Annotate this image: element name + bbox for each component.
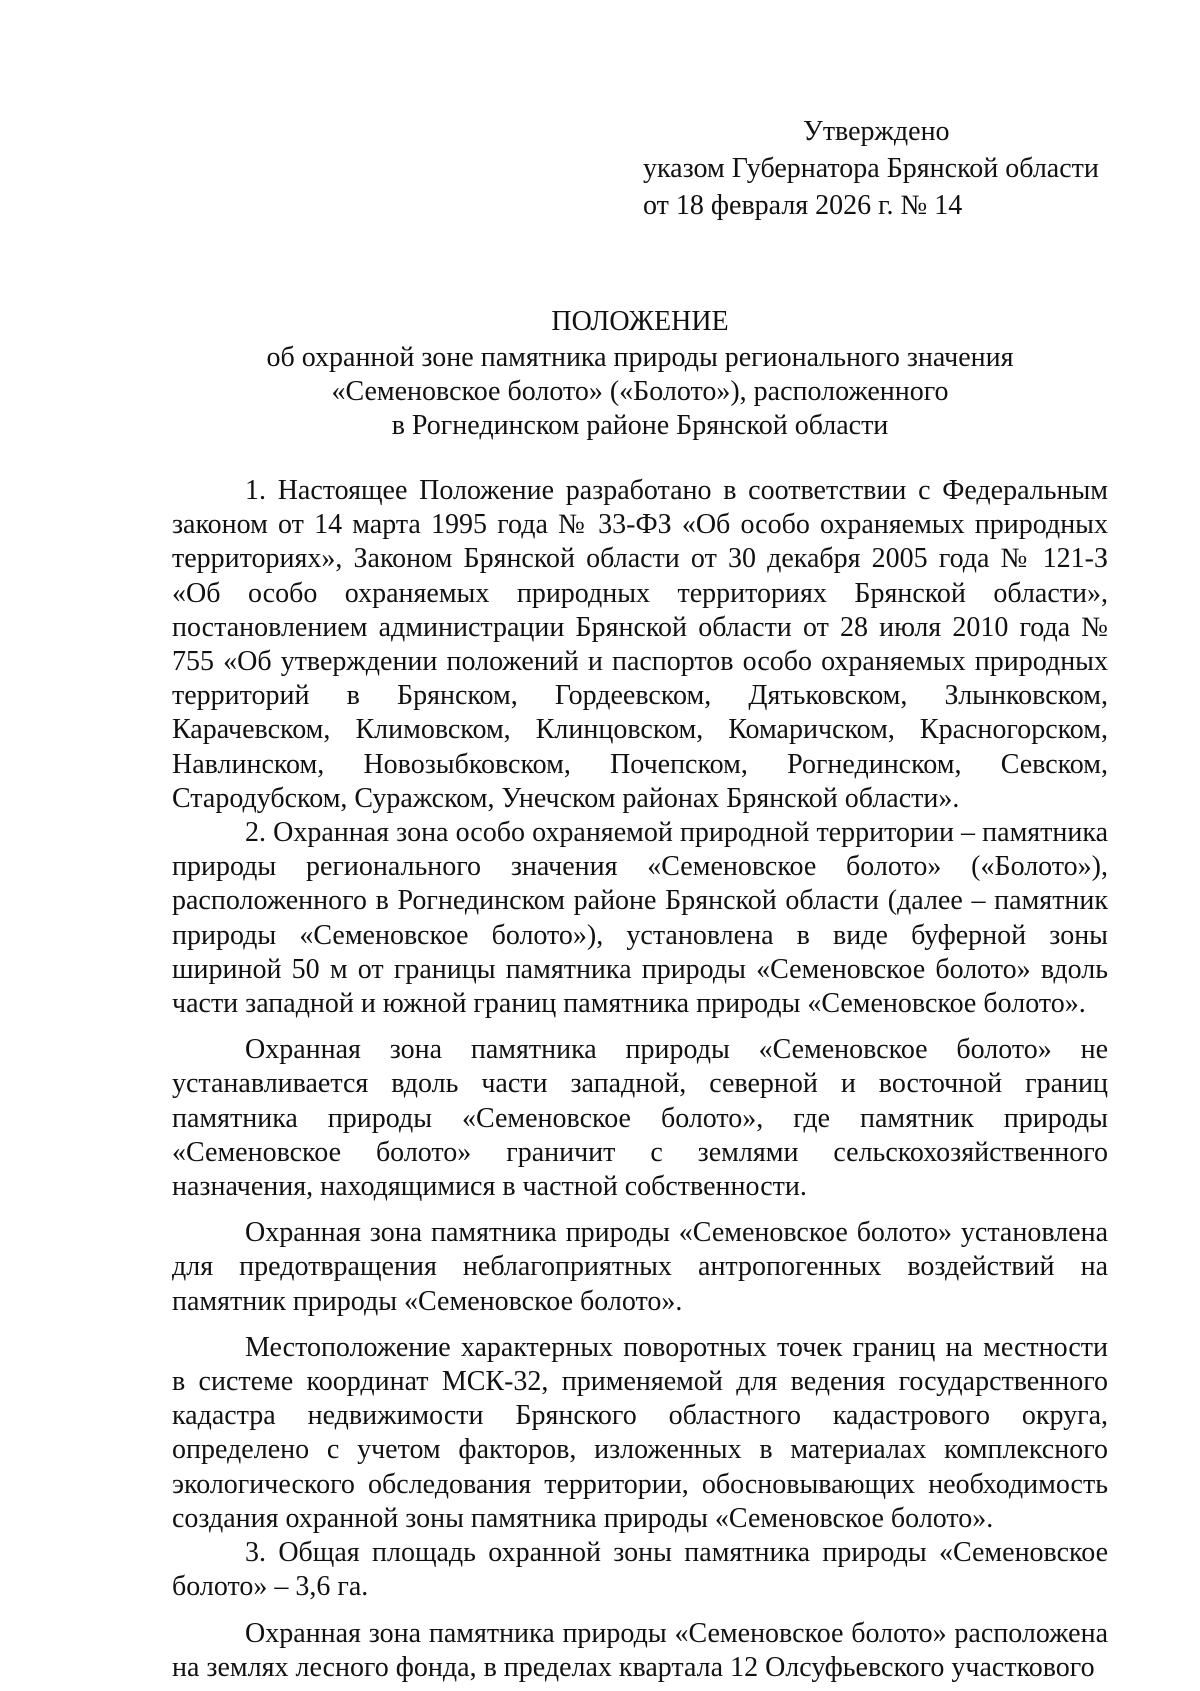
title-heading: ПОЛОЖЕНИЕ: [551, 306, 729, 337]
approval-stamp: [643, 113, 1123, 224]
paragraph-7: Охранная зона памятника природы «Семеновское болото» расположена на землях лесного фонда, в пределах квартала 12 Олсуфьевского участкового: [172, 1617, 1108, 1683]
approval-date-number: от 18 февраля 2026 г. № 14: [643, 190, 963, 221]
paragraph-6: 3. Общая площадь охранной зоны памятника природы «Семеновское болото» – 3,6 га.: [172, 1537, 1108, 1603]
paragraph-2: 2. Охранная зона особо охраняемой природной территории – памятника природы регионального значения «Семеновское болото» («Болото»), расположенного в Рогнединском районе Брянской области (далее – памятник природы «Семеновское болото»), установлена в виде буферной зоны шириной 50 м от границы памятника природы «Семеновское болото» вдоль части западной и южной границ памятника природы «Семеновское болото».: [172, 817, 1108, 1020]
title-line-3: в Рогнединском районе Брянской области: [391, 410, 889, 441]
title-line-1: об охранной зоне памятника природы регионального значения: [266, 342, 1014, 373]
approval-approved-label: Утверждено: [803, 116, 950, 147]
paragraph-5: Местоположение характерных поворотных точек границ на местности в системе координат МСК-32, применяемой для ведения государственного кадастра недвижимости Брянского областного кадастрового округа, определено с учетом факторов, изложенных в материалах комплексного экологического обследования территории, обосновывающих необходимость создания охранной зоны памятника природы «Семеновское болото».: [172, 1331, 1108, 1534]
paragraph-1: 1. Настоящее Положение разработано в соответствии с Федеральным законом от 14 марта 1995 года № 33-ФЗ «Об особо охраняемых природных территориях», Законом Брянской области от 30 декабря 2005 года № 121-З «Об особо охраняемых природных территориях Брянской области», постановлением администрации Брянской области от 28 июля 2010 года № 755 «Об утверждении положений и паспортов особо охраняемых природных территорий в Брянском, Гордеевском, Дятьковском, Злынковском, Карачевском, Климовском, Клинцовском, Комаричском, Красногорском, Навлинском, Новозыбковском, Почепском, Рогнединском, Севском, Стародубском, Суражском, Унечском районах Брянской области».: [172, 475, 1108, 814]
document-body: [172, 474, 1108, 1685]
title-line-2: «Семеновское болото» («Болото»), расположенного: [331, 376, 949, 407]
paragraph-3: Охранная зона памятника природы «Семеновское болото» не устанавливается вдоль части западной, северной и восточной границ памятника природы «Семеновское болото», где памятник природы «Семеновское болото» граничит с землями сельскохозяйственного назначения, находящимися в частной собственности.: [172, 1034, 1108, 1203]
paragraph-4: Охранная зона памятника природы «Семеновское болото» установлена для предотвращения неблагоприятных антропогенных воздействий на памятник природы «Семеновское болото».: [172, 1217, 1108, 1317]
approval-decree-label: указом Губернатора Брянской области: [643, 153, 1099, 184]
document-title: [170, 305, 1110, 443]
